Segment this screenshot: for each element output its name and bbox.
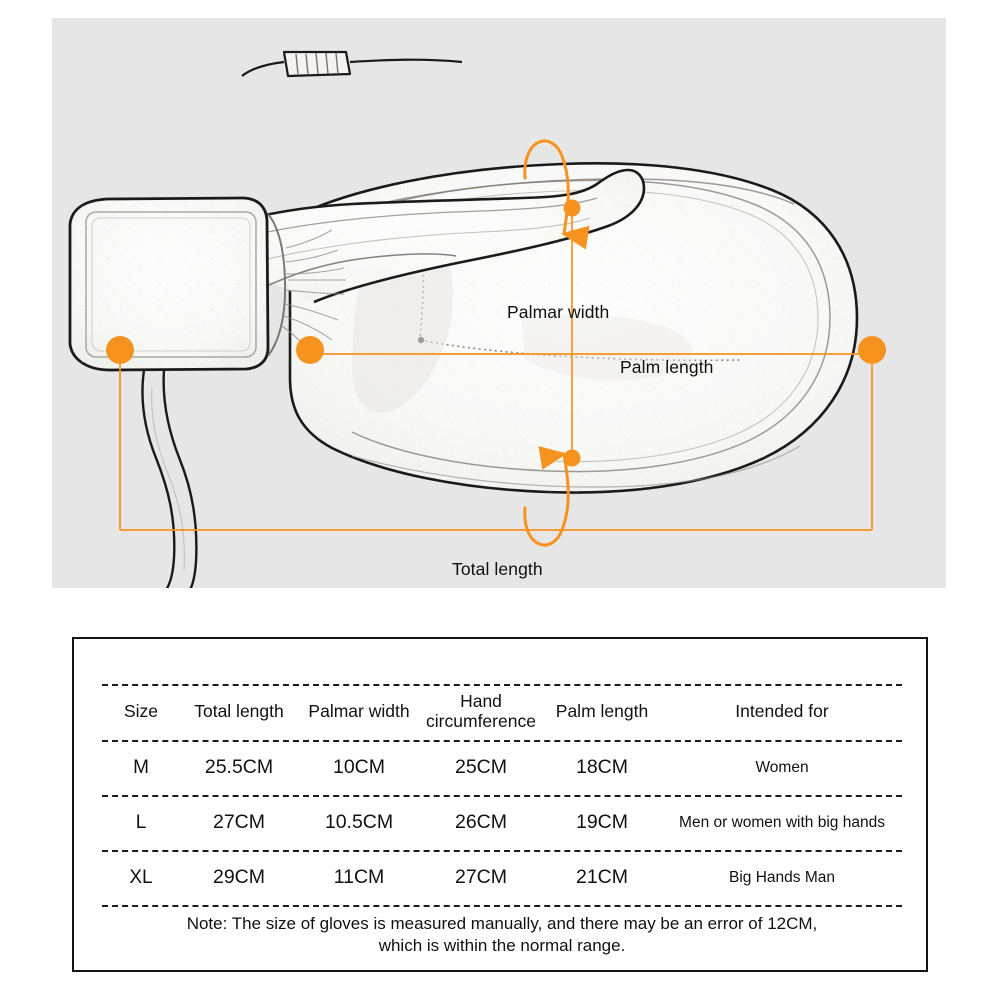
strap-tail-right [350,60,462,62]
header-size: Size [123,701,159,722]
cell-palmar-width: 11CM [333,865,385,888]
total-length-label: Total length [452,559,543,579]
cell-palm-length: 19CM [575,810,629,833]
size-table-grid [102,684,902,905]
table-row [102,850,902,905]
cell-palm-length: 21CM [575,865,629,888]
cell-hand-circumference: 27CM [454,865,508,888]
measure-dot-wrist [296,336,324,364]
cell-total-length: 29CM [212,865,266,888]
measurement-note [102,913,902,957]
header-intended-for: Intended for [735,701,829,722]
table-header-row [102,684,902,740]
table-separator-row-3 [102,905,902,907]
strap-tail-left [242,62,284,76]
measurement-note-line2: which is within the normal range. [378,935,626,955]
header-hand-circumference [420,684,542,740]
cell-size: XL [129,866,153,888]
cell-hand-circumference: 26CM [454,810,508,833]
cell-palm-length: 18CM [575,755,629,778]
palm-length-label: Palm length [620,357,714,377]
cell-intended-for: Women [755,758,809,776]
measurement-note-line1: Note: The size of gloves is measured manually, and there may be an error of 12CM, [186,914,818,933]
header-palm-length: Palm length [555,701,649,722]
cuff-fabric-texture [70,198,268,370]
size-table [72,637,928,972]
measure-dot-palmar-bottom [564,450,581,467]
cell-total-length: 25.5CM [204,755,274,778]
cell-size: M [133,756,149,778]
cell-palmar-width: 10.5CM [324,810,394,833]
glove-illustration [52,18,946,588]
palmar-width-label: Palmar width [507,302,610,322]
header-hand-circumference-line2: circumference [426,711,536,731]
header-total-length: Total length [194,701,284,722]
cell-size: L [135,811,147,833]
table-row [102,795,902,850]
cell-hand-circumference: 25CM [454,755,508,778]
cell-total-length: 27CM [212,810,266,833]
cell-palmar-width: 10CM [332,755,386,778]
table-row [102,740,902,795]
measure-dot-fingertip [858,336,886,364]
header-palmar-width: Palmar width [308,701,410,722]
header-hand-circumference-line1: Hand [460,691,502,712]
glove-diagram-panel [52,18,946,588]
measure-dot-cuff-left [106,336,134,364]
measure-dot-palmar-top [564,200,581,217]
cell-intended-for: Big Hands Man [729,868,835,886]
cell-intended-for: Men or women with big hands [679,813,885,831]
wrist-leash-cord-right [164,370,197,588]
